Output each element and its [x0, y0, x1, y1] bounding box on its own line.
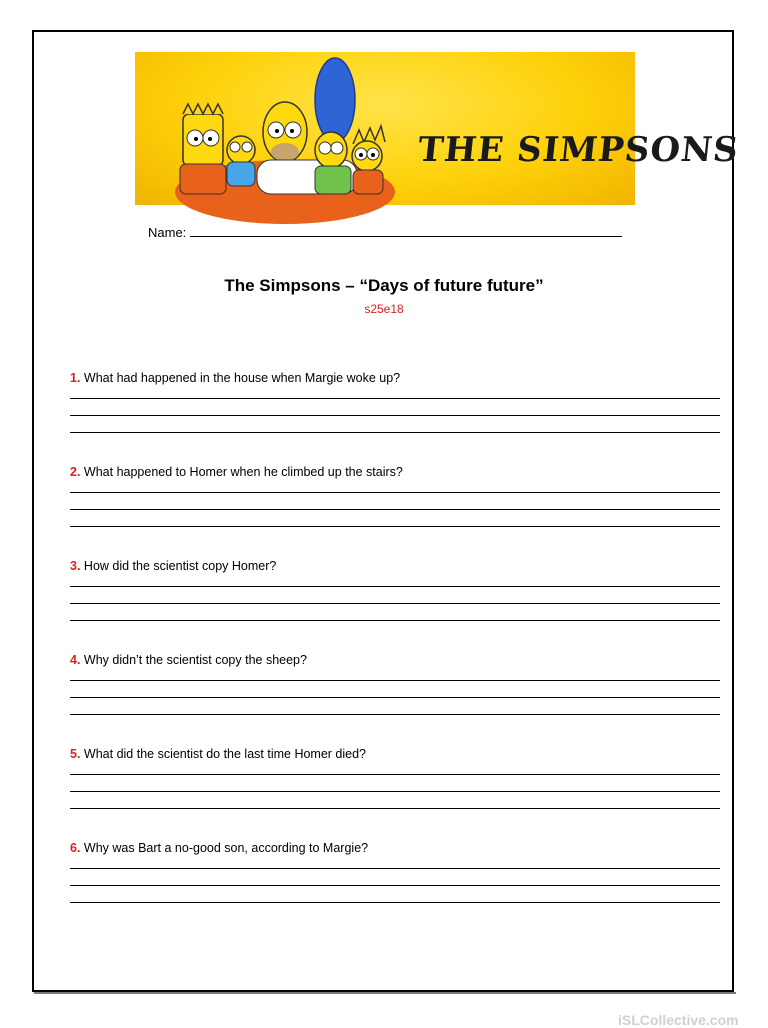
answer-line[interactable] [70, 697, 720, 698]
name-field [148, 224, 622, 240]
lisa-figure [352, 126, 385, 194]
question-text: How did the scientist copy Homer? [83, 559, 277, 573]
question-text: Why was Bart a no-good son, according to Margie? [83, 841, 369, 855]
answer-line[interactable] [70, 398, 720, 399]
bart-figure [180, 104, 226, 194]
question-number: 3. [70, 559, 81, 573]
question-text: What had happened in the house when Margie woke up? [83, 371, 401, 385]
name-label: Name: [148, 225, 187, 240]
islcollective-watermark: iSLCollective.com [618, 1012, 739, 1028]
question-4 [70, 652, 720, 715]
simpsons-banner [135, 52, 741, 205]
family-illustration [135, 52, 635, 205]
question-number: 1. [70, 371, 81, 385]
answer-line[interactable] [70, 680, 720, 681]
answer-line[interactable] [70, 791, 720, 792]
question-5 [70, 746, 720, 809]
answer-line[interactable] [70, 885, 720, 886]
answer-line[interactable] [70, 586, 720, 587]
answer-line[interactable] [70, 714, 720, 715]
answer-line[interactable] [70, 620, 720, 621]
answer-line[interactable] [70, 415, 720, 416]
marge-figure [315, 58, 355, 194]
question-3 [70, 558, 720, 621]
question-number: 5. [70, 747, 81, 761]
question-text: What happened to Homer when he climbed up the stairs? [83, 465, 403, 479]
maggie-figure [227, 136, 255, 186]
answer-line[interactable] [70, 432, 720, 433]
worksheet-title: The Simpsons – “Days of future future” [224, 276, 544, 295]
question-text: What did the scientist do the last time Homer died? [83, 747, 367, 761]
question-number: 4. [70, 653, 81, 667]
simpsons-logo: THE SIMPSONS [415, 130, 741, 170]
question-text: Why didn’t the scientist copy the sheep? [83, 653, 307, 667]
answer-line[interactable] [70, 774, 720, 775]
answer-line[interactable] [70, 603, 720, 604]
answer-line[interactable] [70, 868, 720, 869]
answer-line[interactable] [70, 902, 720, 903]
question-1 [70, 370, 720, 433]
name-blank-line[interactable] [190, 224, 622, 237]
question-6 [70, 840, 720, 903]
answer-line[interactable] [70, 526, 720, 527]
answer-line[interactable] [70, 509, 720, 510]
answer-line[interactable] [70, 808, 720, 809]
answer-line[interactable] [70, 492, 720, 493]
page-border-shadow [34, 992, 736, 994]
question-number: 2. [70, 465, 81, 479]
episode-code: s25e18 [364, 302, 404, 316]
question-number: 6. [70, 841, 81, 855]
question-2 [70, 464, 720, 527]
